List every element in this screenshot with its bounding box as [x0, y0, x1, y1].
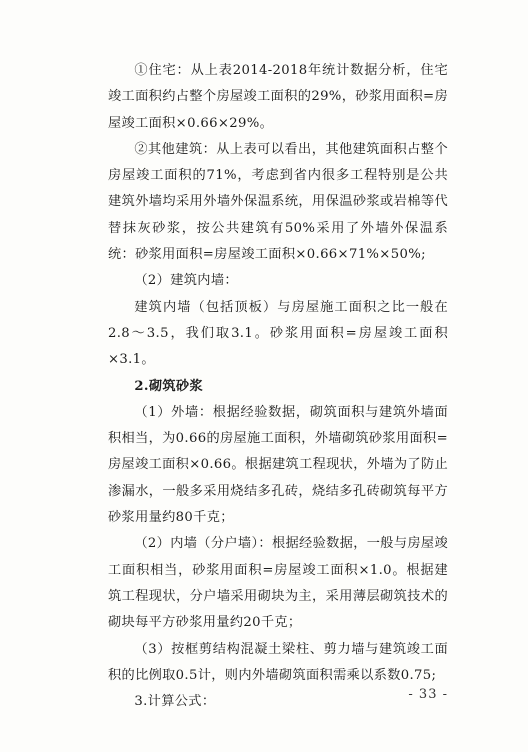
paragraph-interior-wall-title: （2）建筑内墙： — [134, 273, 238, 289]
paragraph-formula-title: 3.计算公式： — [134, 694, 216, 710]
paragraph-other-buildings: ②其他建筑：从上表可以看出，其他建筑面积占整个房屋竣工面积的71%，考虑到省内很多工程特别是公共建筑外墙均采用外墙外保温系统，用保温砂浆或岩棉等代替抹灰砂浆，按公共建筑有50%采用了外墙外保温系统：砂浆用面积=房屋竣工面积×0.66×71%×50%; — [108, 141, 448, 263]
paragraph-residential: ①住宅：从上表2014-2018年统计数据分析，住宅竣工面积约占整个房屋竣工面积的29%，砂浆用面积=房屋竣工面积×0.66×29%。 — [108, 63, 448, 131]
page-number: - 33 - — [408, 687, 448, 702]
paragraph-frame-ratio: （3）按框剪结构混凝土梁柱、剪力墙与建筑竣工面积的比例取0.5计，则内外墙砌筑面积需乘以系数0.75; — [108, 641, 448, 683]
page-body — [108, 58, 448, 715]
paragraph-exterior-masonry: （1）外墙：根据经验数据，砌筑面积与建筑外墙面积相当，为0.66的房屋施工面积，外墙砌筑砂浆用面积=房屋竣工面积×0.66。根据建筑工程现状，外墙为了防止渗漏水，一般多采用烧结多孔砖，烧结多孔砖砌筑每平方砂浆用量约80千克； — [108, 404, 448, 526]
paragraph-interior-wall: 建筑内墙（包括顶板）与房屋施工面积之比一般在2.8～3.5，我们取3.1。砂浆用面积=房屋竣工面积×3.1。 — [108, 299, 448, 368]
section-heading-masonry-mortar: 2.砌筑砂浆 — [134, 378, 204, 394]
paragraph-interior-masonry: （2）内墙（分户墙）：根据经验数据，一般与房屋竣工面积相当，砂浆用面积=房屋竣工面积×1.0。根据建筑工程现状，分户墙采用砌块为主，采用薄层砌筑技术的砌块每平方砂浆用量约20千克； — [108, 536, 448, 631]
